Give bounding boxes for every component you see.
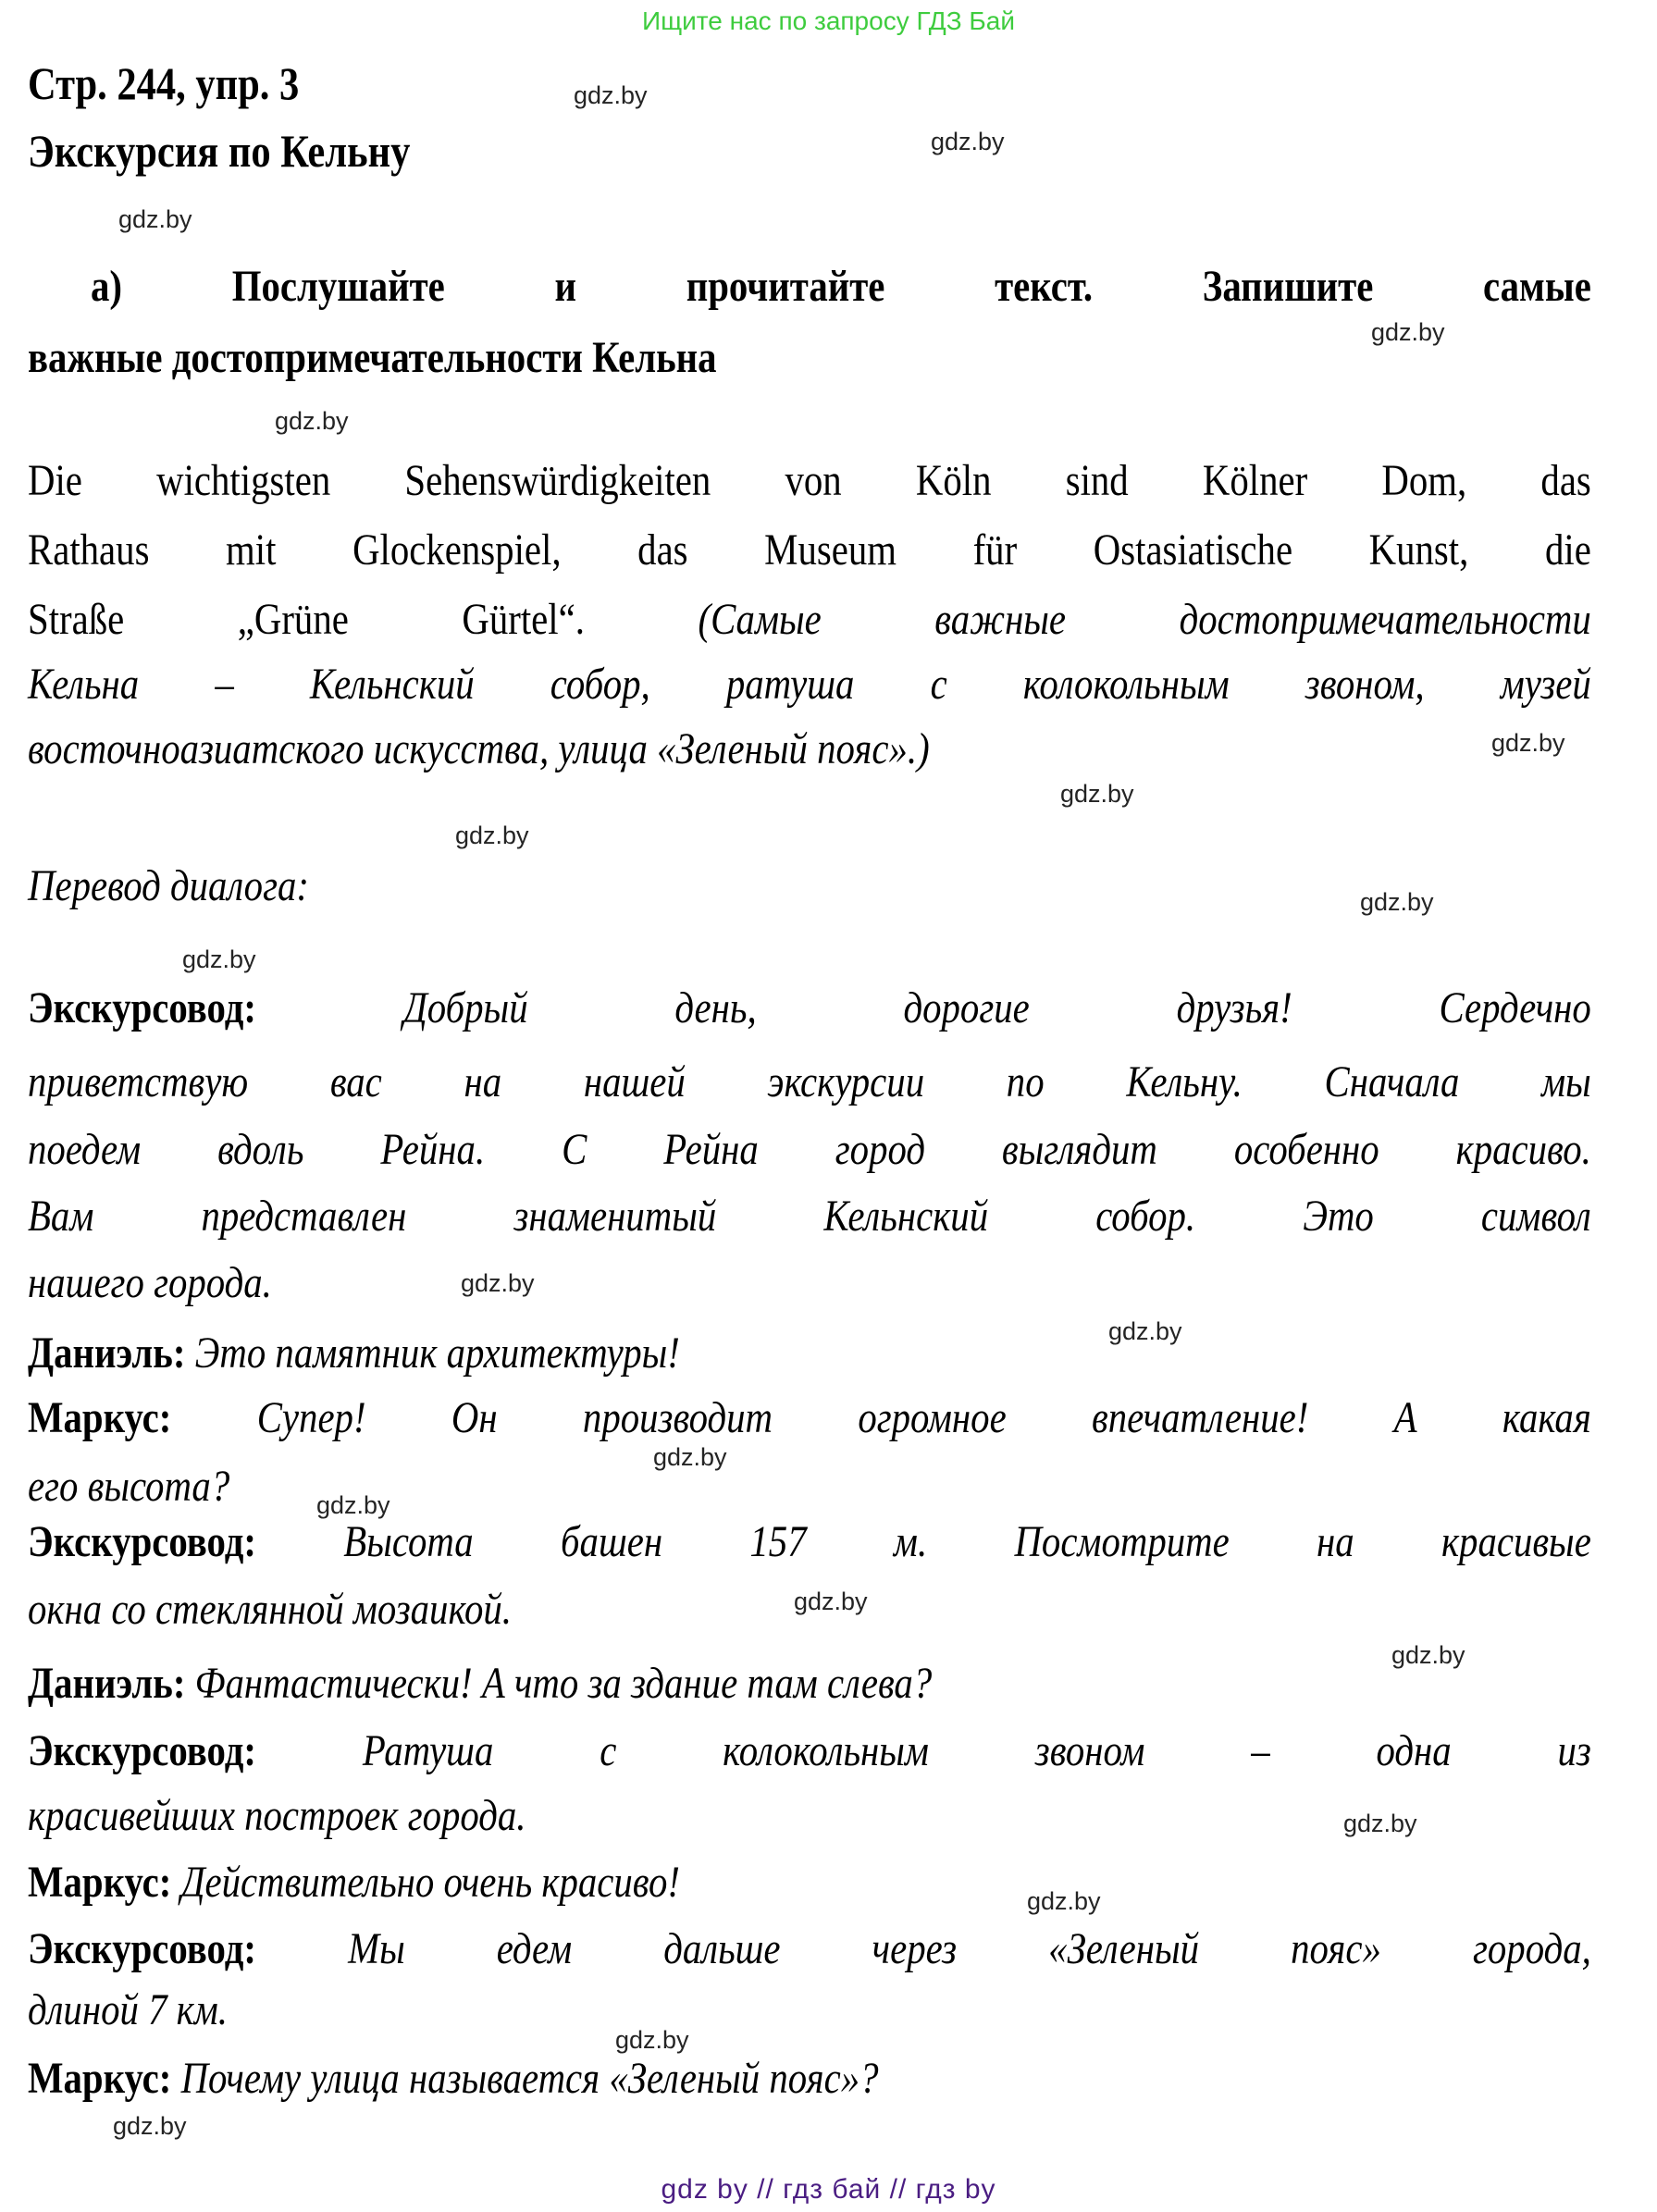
text-line [28, 1517, 1591, 1566]
text-segment: Даниэль: [28, 1328, 195, 1378]
text-line [28, 1860, 1591, 1905]
gdz-watermark: gdz.by [794, 1588, 868, 1615]
text-line [28, 1985, 1591, 2034]
text-segment: Вам представлен знаменитый Кельнский собор. Это символ [28, 1192, 1591, 1241]
gdz-watermark: gdz.by [1027, 1887, 1101, 1915]
footer-links: gdz by // гдз бай // гдз by [661, 2174, 996, 2205]
text-line [28, 724, 1591, 773]
text-segment: Фантастически! А что за здание там слева? [194, 1659, 933, 1708]
gdz-watermark: gdz.by [113, 2112, 187, 2140]
text-segment: Мы едем дальше через «Зеленый пояс» города, [348, 1924, 1591, 1973]
text-line [28, 525, 1591, 575]
text-line [28, 1393, 1591, 1442]
text-segment: окна со стеклянной мозаикой. [28, 1585, 512, 1634]
text-line [28, 262, 1591, 311]
text-segment: Straße „Grüne Gürtel“. [28, 595, 699, 644]
text-segment: Экскурсовод: [28, 1924, 349, 1973]
text-segment: Маркус: [28, 1858, 181, 1907]
text-segment: поедем вдоль Рейна. С Рейна город выглядит особенно красиво. [28, 1125, 1591, 1174]
text-line [28, 1924, 1591, 1973]
text-segment: Экскурсия по Кельну [28, 125, 411, 177]
text-line [28, 662, 1591, 707]
text-segment: Стр. 244, упр. 3 [28, 57, 300, 109]
gdz-watermark: gdz.by [1060, 780, 1134, 808]
text-segment: Это памятник архитектуры! [194, 1328, 680, 1378]
text-segment: Экскурсовод: [28, 1726, 363, 1775]
text-segment: Маркус: [28, 1393, 257, 1442]
text-segment: Действительно очень красиво! [180, 1858, 680, 1907]
text-line [28, 1057, 1591, 1106]
text-segment: Rathaus mit Glockenspiel, das Museum für Ostasiatische Kunst, die [28, 525, 1591, 575]
gdz-watermark: gdz.by [1391, 1641, 1465, 1669]
gdz-watermark: gdz.by [1343, 1810, 1417, 1837]
text-segment: Высота башен 157 м. Посмотрите на красивые [343, 1517, 1591, 1566]
text-segment: Экскурсовод: [28, 983, 403, 1032]
text-line [28, 1194, 1591, 1239]
text-segment: Экскурсовод: [28, 1517, 344, 1566]
text-line [28, 1726, 1591, 1775]
text-line [28, 333, 1591, 382]
text-line [28, 1328, 1591, 1378]
text-line [28, 125, 1591, 177]
text-line [28, 2054, 1591, 2103]
gdz-watermark: gdz.by [931, 128, 1005, 155]
gdz-watermark: gdz.by [574, 81, 648, 109]
text-segment: его высота? [28, 1462, 230, 1511]
gdz-watermark: gdz.by [455, 822, 529, 849]
text-segment: а) Послушайте и прочитайте текст. Запишите самые [91, 262, 1591, 311]
text-segment: красивейших построек города. [28, 1791, 526, 1840]
gdz-watermark: gdz.by [1371, 318, 1445, 346]
gdz-watermark: gdz.by [653, 1443, 727, 1471]
gdz-watermark: gdz.by [316, 1491, 390, 1519]
text-segment: Почему улица называется «Зеленый пояс»? [180, 2054, 879, 2103]
text-line [28, 1464, 1591, 1509]
text-segment: Маркус: [28, 2054, 181, 2103]
gdz-watermark: gdz.by [1491, 729, 1565, 757]
gdz-watermark: gdz.by [1108, 1317, 1182, 1345]
text-segment: нашего города. [28, 1258, 272, 1307]
text-line [28, 1258, 1591, 1307]
text-line [28, 595, 1591, 644]
gdz-watermark: gdz.by [461, 1269, 535, 1297]
text-segment: Die wichtigsten Sehenswürdigkeiten von Köln sind Kölner Dom, das [28, 456, 1591, 505]
text-segment: длиной 7 км. [28, 1985, 228, 2034]
text-segment: Кельна – Кельнский собор, ратуша с колокольным звоном, музей [28, 660, 1591, 709]
text-line [28, 456, 1591, 505]
text-line [28, 57, 1591, 109]
text-line [28, 1659, 1591, 1708]
gdz-watermark: gdz.by [118, 205, 192, 233]
promo-banner: Ищите нас по запросу ГДЗ Бай [641, 6, 1016, 35]
text-line [28, 983, 1591, 1032]
text-segment: (Самые важные достопримечательности [698, 595, 1591, 644]
text-segment: Даниэль: [28, 1659, 195, 1708]
gdz-watermark: gdz.by [275, 407, 349, 435]
text-segment: Перевод диалога: [28, 861, 309, 910]
text-segment: Ратуша с колокольным звоном – одна из [362, 1726, 1591, 1775]
gdz-watermark: gdz.by [615, 2026, 689, 2054]
text-segment: восточноазиатского искусства, улица «Зеленый пояс».) [28, 724, 930, 773]
text-segment: Супер! Он производит огромное впечатление! А какая [256, 1393, 1591, 1442]
text-segment: важные достопримечательности Кельна [28, 333, 717, 382]
gdz-watermark: gdz.by [1360, 888, 1434, 916]
text-line [28, 861, 1591, 910]
text-segment: приветствую вас на нашей экскурсии по Кельну. Сначала мы [28, 1057, 1591, 1106]
text-segment: Добрый день, дорогие друзья! Сердечно [402, 983, 1591, 1032]
text-line [28, 1125, 1591, 1174]
gdz-watermark: gdz.by [182, 945, 256, 973]
